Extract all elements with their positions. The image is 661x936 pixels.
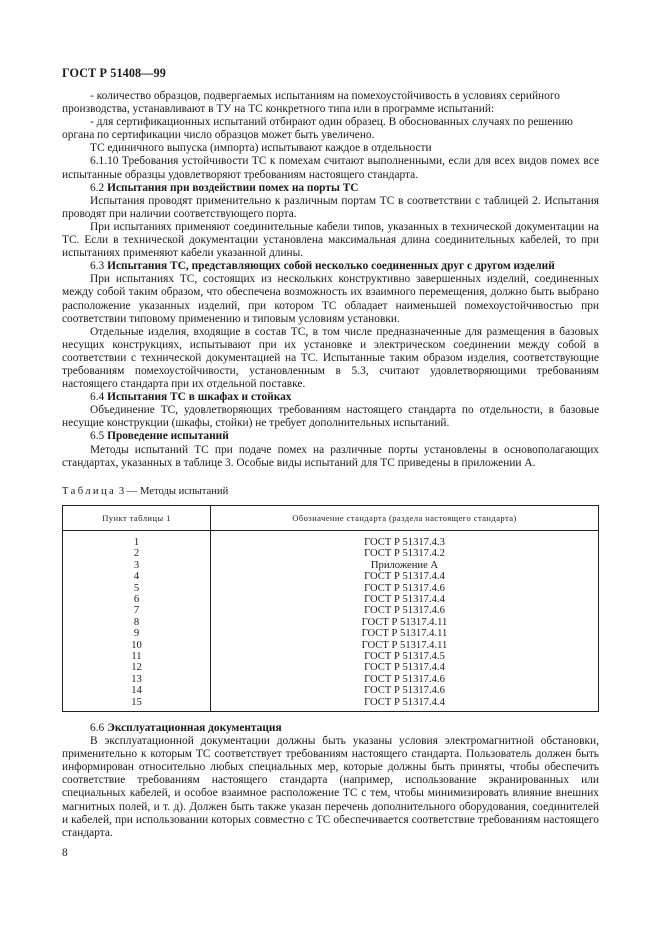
table-row (63, 628, 599, 639)
paragraph-multiple-products: При испытаниях ТС, состоящих из нескольких конструктивно завершенных изделий, соединенных между собой таким образом, что обеспечена возможность их взаимного перемещения, должно быть выбрано расположение указанных изделий, при котором ТС обладает наименьшей помехоустойчивостью при соответствии типовому применению и типовым условиям установки. (62, 273, 599, 325)
cell-standard: ГОСТ Р 51317.4.6 (364, 582, 445, 594)
section-number: 6.6 (90, 722, 105, 734)
section-6-6 (62, 722, 599, 840)
section-number: 6.4 (90, 391, 105, 404)
section-title: Испытания ТС, представляющих собой несколько соединенных друг с другом изделий (107, 260, 555, 273)
section-title: Эксплуатационная документация (107, 722, 282, 734)
table-row (63, 583, 599, 594)
table-row (63, 548, 599, 559)
table-row (63, 697, 599, 712)
cell-item: 14 (63, 685, 211, 696)
cell-item: 6 (63, 594, 211, 605)
cell-item: 15 (63, 697, 211, 712)
section-number: 6.3 (90, 260, 105, 273)
cell-standard: ГОСТ Р 51317.4.5 (364, 651, 445, 663)
paragraph-ports-tests: Испытания проводят применительно к различным портам ТС в соответствии с таблицей 2. Испытания проводят при наличии соответствующего порта. (62, 194, 599, 220)
cell-standard: ГОСТ Р 51317.4.4 (364, 662, 445, 674)
cell-standard: ГОСТ Р 51317.4.6 (364, 605, 445, 617)
paragraph-single-release: ТС единичного выпуска (импорта) испытывают каждое в отдельности (90, 142, 432, 155)
cell-standard: ГОСТ Р 51317.4.6 (364, 673, 445, 685)
cell-standard: ГОСТ Р 51317.4.6 (364, 685, 445, 697)
test-methods-table (62, 505, 599, 712)
cell-standard: ГОСТ Р 51317.4.2 (364, 548, 445, 560)
cell-item: 1 (63, 531, 211, 549)
section-title: Испытания ТС в шкафах и стойках (107, 391, 292, 404)
table-row (63, 662, 599, 673)
section-title: Испытания при воздействии помех на порты ТС (107, 181, 359, 194)
table-row (63, 571, 599, 582)
cell-standard: ГОСТ Р 51317.4.11 (361, 616, 448, 628)
cell-item: 11 (63, 651, 211, 662)
cell-item: 2 (63, 548, 211, 559)
section-heading-6-3 (62, 260, 599, 273)
paragraph-samples-certification: - для сертификационных испытаний отбирают один образец. В обоснованных случаях по решению органа по сертификации число образцов может быть увеличено. (62, 116, 573, 142)
table-row (63, 640, 599, 651)
document-designation: ГОСТ Р 51408—99 (62, 66, 166, 80)
section-number: 6.2 (90, 181, 105, 194)
paragraph-cables: При испытаниях применяют соединительные кабели типов, указанных в технической документации на ТС. Если в технической документации установлена максимальная длина соединительных кабелей, то при испытаниях применяют кабели указанной длины. (62, 220, 599, 260)
paragraph-6-1-10: 6.1.10 Требования устойчивости ТС к помехам считают выполненными, если для всех видов помех все испытанные образцы удовлетворяют требованиям настоящего стандарта. (62, 155, 599, 181)
table-row (63, 617, 599, 628)
cell-item: 9 (63, 628, 211, 639)
section-heading-6-2 (62, 182, 599, 195)
section-heading-6-4 (62, 391, 599, 404)
cell-standard: ГОСТ Р 51317.4.4 (364, 594, 445, 606)
section-number: 6.5 (90, 430, 105, 443)
cell-standard: Приложение А (370, 559, 439, 571)
cell-item: 3 (63, 560, 211, 571)
cell-item: 5 (63, 583, 211, 594)
table-row (63, 651, 599, 662)
table-header-row (63, 506, 599, 531)
cell-item: 4 (63, 571, 211, 582)
table-caption-title: — Методы испытаний (126, 486, 229, 497)
table-row (63, 674, 599, 685)
body-text-top (62, 90, 599, 470)
paragraph-separate-products: Отдельные изделия, входящие в состав ТС, в том числе предназначенные для размещения в базовых несущих конструкциях, испытывают при их установке и электрическом соединении между собой в соответствии с технической документацией на ТС. Испытанные таким образом изделия, соответствующие требованиям помехоустойчивости, установленным в 5.3, считают удовлетворяющими требованиям настоящего стандарта при их отдельной поставке. (62, 325, 599, 391)
cell-standard: ГОСТ Р 51317.4.4 (364, 571, 445, 583)
cell-item: 8 (63, 617, 211, 628)
column-header-standard: Обозначение стандарта (раздела настоящего стандарта) (211, 506, 599, 531)
table-row (63, 594, 599, 605)
column-header-item: Пункт таблицы 1 (63, 506, 211, 531)
cell-item: 7 (63, 605, 211, 616)
paragraph-samples-serial: - количество образцов, подвергаемых испытаниям на помехоустойчивость в условиях серийного производства, устанавливают в ТУ на ТС конкретного типа или в программе испытаний: (62, 90, 560, 116)
cell-item: 10 (63, 640, 211, 651)
section-title: Проведение испытаний (107, 430, 229, 443)
cell-standard: ГОСТ Р 51317.4.4 (364, 696, 445, 708)
cell-standard: ГОСТ Р 51317.4.11 (361, 639, 448, 651)
table-caption-label: Таблица (62, 486, 117, 497)
table-caption (62, 486, 228, 497)
table-row (63, 605, 599, 616)
cell-standard: ГОСТ Р 51317.4.3 (364, 537, 445, 548)
cell-standard: ГОСТ Р 51317.4.11 (361, 628, 448, 640)
section-heading-6-5 (62, 430, 599, 443)
table-caption-number: 3 (118, 486, 125, 497)
paragraph-cabinets: Объединение ТС, удовлетворяющих требованиям настоящего стандарта по отдельности, в базовые несущие конструкции (шкафы, стойки) не требует дополнительных испытаний. (62, 404, 599, 430)
table-row (63, 560, 599, 571)
table-row (63, 685, 599, 696)
cell-item: 13 (63, 674, 211, 685)
table-row (63, 531, 599, 549)
cell-item: 12 (63, 662, 211, 673)
page-number: 8 (62, 847, 68, 859)
section-heading-6-6 (62, 722, 599, 735)
paragraph-operational-docs: В эксплуатационной документации должны быть указаны условия электромагнитной обстановки, применительно к которым ТС соответствует требованиям настоящего стандарта. Пользователь должен быть информирован относительно любых специальных мер, которые должны быть приняты, чтобы обеспечить соответствие требованиям настоящего стандарта (например, использование экранированных или специальных кабелей, и особое взаимное расположение ТС с тем, чтобы минимизировать влияние внешних магнитных полей, и т. д). Должен быть также указан перечень дополнительного оборудования, соединителей и кабелей, при использовании которых совместно с ТС обеспечивается соответствие требованиям настоящего стандарта. (62, 735, 599, 839)
paragraph-test-methods: Методы испытаний ТС при подаче помех на различные порты установлены в основополагающих стандартах, указанных в таблице 3. Особые виды испытаний для ТС приведены в приложении А. (62, 443, 599, 469)
